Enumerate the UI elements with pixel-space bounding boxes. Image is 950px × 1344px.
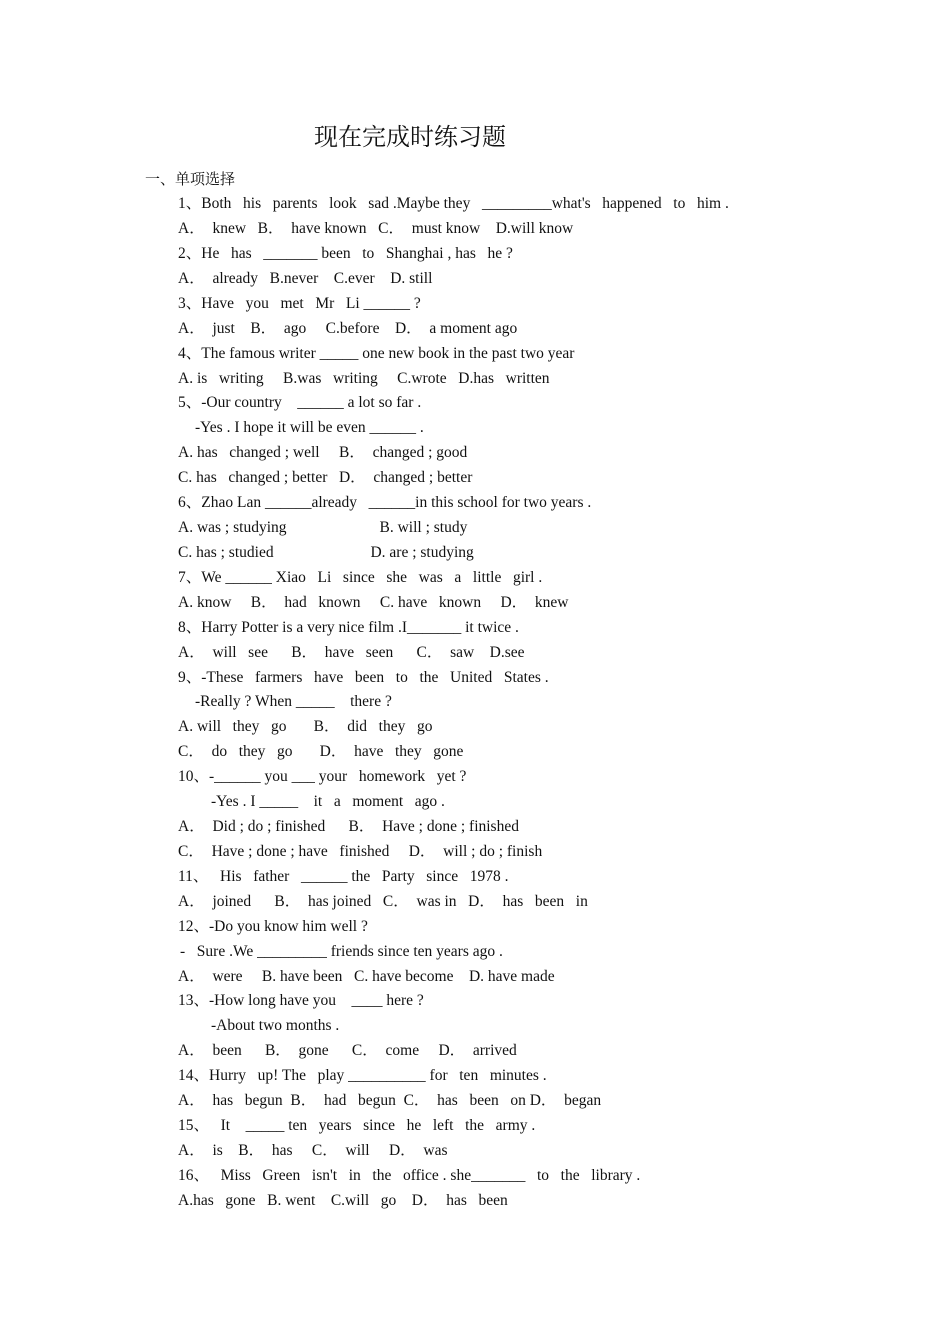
question-10: 10、-______ you ___ your homework yet ? (178, 768, 467, 785)
question-1: 1、Both his parents look sad .Maybe they _________what's happened to him . (178, 195, 729, 212)
question-3-options: A． just B． ago C.before D． a moment ago (178, 320, 518, 337)
question-4-options: A. is writing B.was writing C.wrote D.has written (178, 370, 550, 387)
question-10-reply: -Yes . I _____ it a moment ago . (211, 793, 445, 810)
question-13-reply: -About two months . (211, 1017, 340, 1034)
question-9-options-ab: A. will they go B． did they go (178, 718, 433, 735)
question-9-options-cd: C． do they go D． have they gone (178, 743, 464, 760)
question-14-options: A． has begun B． had begun C． has been on D． began (178, 1092, 602, 1109)
question-16-options: A.has gone B. went C.will go D． has been (178, 1192, 508, 1209)
question-14: 14、Hurry up! The play __________ for ten minutes . (178, 1067, 547, 1084)
question-3: 3、Have you met Mr Li ______ ? (178, 295, 421, 312)
question-12-reply: - Sure .We _________ friends since ten years ago . (180, 943, 503, 960)
question-7-options: A. know B． had known C. have known D． knew (178, 594, 569, 611)
question-2-options: A． already B.never C.ever D. still (178, 270, 433, 287)
page-title: 现在完成时练习题 (314, 123, 506, 151)
question-5-options-ab: A. has changed ; well B． changed ; good (178, 444, 468, 461)
question-10-options-cd: C． Have ; done ; have finished D． will ; do ; finish (178, 843, 543, 860)
question-13-options: A． been B． gone C． come D． arrived (178, 1042, 517, 1059)
question-5-options-cd: C. has changed ; better D． changed ; better (178, 469, 473, 486)
question-8: 8、Harry Potter is a very nice film .I_______ it twice . (178, 619, 519, 636)
question-12: 12、-Do you know him well ? (178, 918, 368, 935)
question-12-options: A． were B. have been C. have become D. have made (178, 968, 555, 985)
question-4: 4、The famous writer _____ one new book in the past two year (178, 345, 575, 362)
question-15: 15、 It _____ ten years since he left the army . (178, 1117, 536, 1134)
question-5: 5、-Our country ______ a lot so far . (178, 394, 422, 411)
question-2: 2、He has _______ been to Shanghai , has he ? (178, 245, 513, 262)
section-heading: 一、单项选择 (145, 170, 236, 188)
question-7: 7、We ______ Xiao Li since she was a little girl . (178, 569, 543, 586)
question-15-options: A． is B． has C． will D． was (178, 1142, 448, 1159)
question-8-options: A． will see B． have seen C． saw D.see (178, 644, 525, 661)
question-11-options: A． joined B． has joined C． was in D． has been in (178, 893, 588, 910)
question-16: 16、 Miss Green isn't in the office . she_______ to the library . (178, 1167, 641, 1184)
question-9: 9、-These farmers have been to the United States . (178, 669, 549, 686)
question-10-options-ab: A． Did ; do ; finished B． Have ; done ; finished (178, 818, 519, 835)
question-6-options-ab: A. was ; studying B. will ; study (178, 519, 468, 536)
question-1-options: A． knew B． have known C． must know D.will know (178, 220, 574, 237)
question-11: 11、 His father ______ the Party since 1978 . (178, 868, 509, 885)
question-5-reply: -Yes . I hope it will be even ______ . (195, 419, 424, 436)
question-13: 13、-How long have you ____ here ? (178, 992, 424, 1009)
question-6: 6、Zhao Lan ______already ______in this school for two years . (178, 494, 592, 511)
question-6-options-cd: C. has ; studied D. are ; studying (178, 544, 474, 561)
question-9-reply: -Really ? When _____ there ? (195, 693, 392, 710)
